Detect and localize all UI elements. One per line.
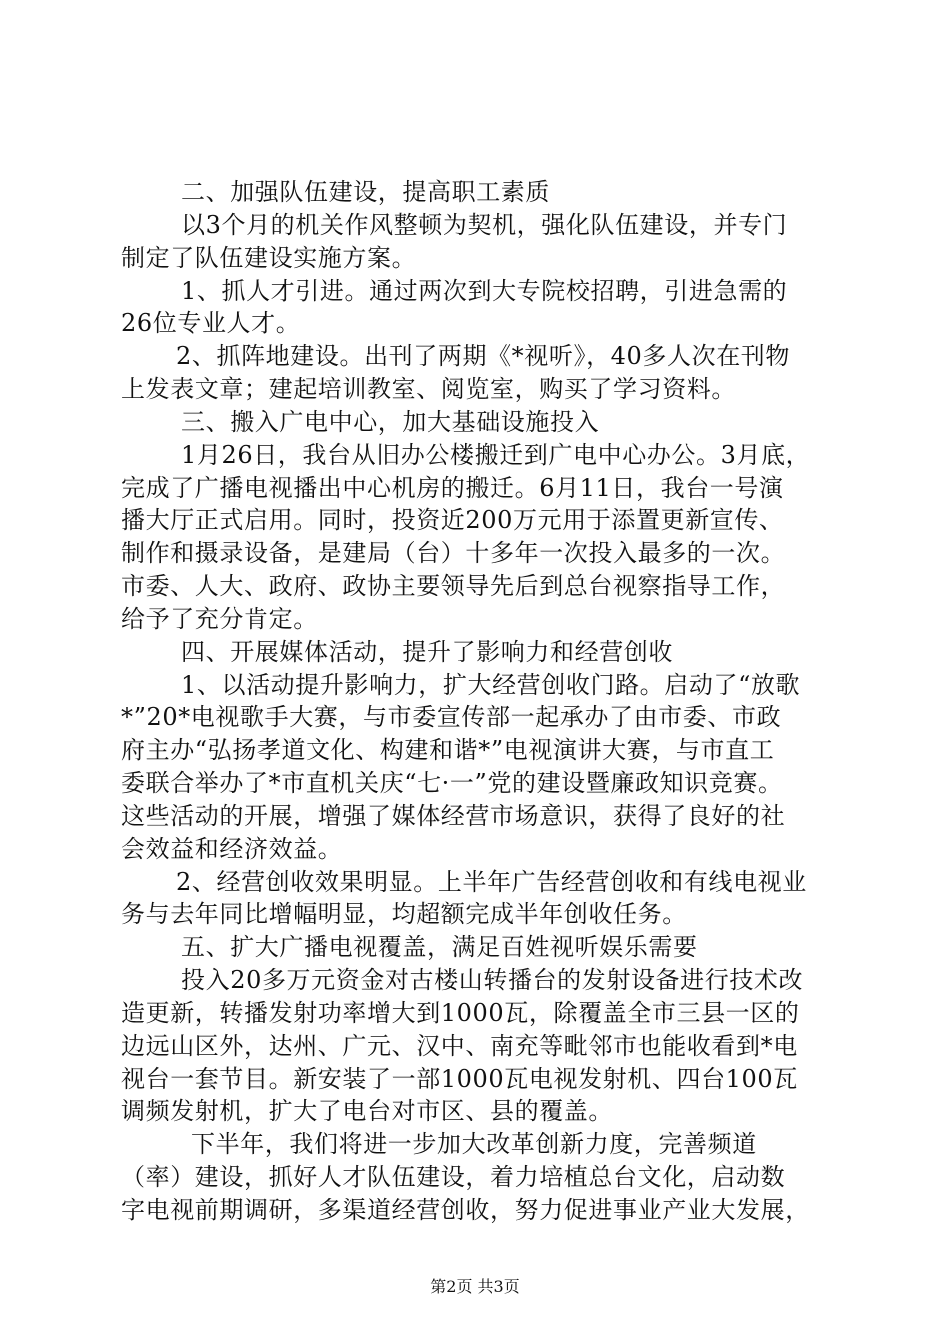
paragraph-line: 完成了广播电视播出中心机房的搬迁。6月11日，我台一号演 <box>121 474 784 502</box>
paragraph-line: 边远山区外，达州、广元、汉中、南充等毗邻市也能收看到*电 <box>121 1032 798 1060</box>
paragraph-line: 播大厅正式启用。同时，投资近200万元用于添置更新宣传、 <box>121 506 784 534</box>
paragraph-line: （率）建设，抓好人才队伍建设，着力培植总台文化，启动数 <box>121 1163 786 1191</box>
paragraph-line: 2、抓阵地建设。出刊了两期《*视听》，40多人次在刊物 <box>176 342 791 370</box>
paragraph-line: 投入20多万元资金对古楼山转播台的发射设备进行技术改 <box>181 966 804 994</box>
section-heading: 二、加强队伍建设，提高职工素质 <box>181 178 550 206</box>
paragraph-line: 务与去年同比增幅明显，均超额完成半年创收任务。 <box>121 900 687 928</box>
paragraph-line: 1、抓人才引进。通过两次到大专院校招聘，引进急需的 <box>181 277 788 305</box>
paragraph-line: 1、以活动提升影响力，扩大经营创收门路。启动了“放歌 <box>181 671 801 699</box>
paragraph-line: *”20*电视歌手大赛，与市委宣传部一起承办了由市委、市政 <box>121 703 782 731</box>
paragraph-line: 造更新，转播发射功率增大到1000瓦，除覆盖全市三县一区的 <box>121 999 800 1027</box>
paragraph-line: 市委、人大、政府、政协主要领导先后到总台视察指导工作， <box>121 572 786 600</box>
paragraph-line: 会效益和经济效益。 <box>121 835 343 863</box>
paragraph-line: 1月26日，我台从旧办公楼搬迁到广电中心办公。3月底， <box>181 441 811 469</box>
paragraph-line: 给予了充分肯定。 <box>121 605 318 633</box>
paragraph-line: 制定了队伍建设实施方案。 <box>121 244 417 272</box>
section-heading: 三、搬入广电中心，加大基础设施投入 <box>181 408 600 436</box>
paragraph-line: 2、经营创收效果明显。上半年广告经营创收和有线电视业 <box>176 868 807 896</box>
paragraph-line: 府主办“弘扬孝道文化、构建和谐*”电视演讲大赛，与市直工 <box>121 736 775 764</box>
paragraph-line: 这些活动的开展，增强了媒体经营市场意识，获得了良好的社 <box>121 802 786 830</box>
paragraph-line: 调频发射机，扩大了电台对市区、县的覆盖。 <box>121 1097 613 1125</box>
section-heading: 四、开展媒体活动，提升了影响力和经营创收 <box>181 638 673 666</box>
paragraph-line: 视台一套节目。新安装了一部1000瓦电视发射机、四台100瓦 <box>121 1065 798 1093</box>
page-number-footer: 第2页 共3页 <box>430 1277 520 1296</box>
section-heading: 五、扩大广播电视覆盖，满足百姓视听娱乐需要 <box>181 933 698 961</box>
paragraph-line: 下半年，我们将进一步加大改革创新力度，完善频道 <box>191 1130 757 1158</box>
paragraph-line: 26位专业人才。 <box>121 309 301 337</box>
paragraph-line: 委联合举办了*市直机关庆“七·一”党的建设暨廉政知识竞赛。 <box>121 769 783 797</box>
paragraph-line: 以3个月的机关作风整顿为契机，强化队伍建设，并专门 <box>181 211 788 239</box>
paragraph-line: 上发表文章；建起培训教室、阅览室，购买了学习资料。 <box>121 375 736 403</box>
paragraph-line: 制作和摄录设备，是建局（台）十多年一次投入最多的一次。 <box>121 539 786 567</box>
paragraph-line: 字电视前期调研，多渠道经营创收，努力促进事业产业大发展， <box>121 1196 810 1224</box>
